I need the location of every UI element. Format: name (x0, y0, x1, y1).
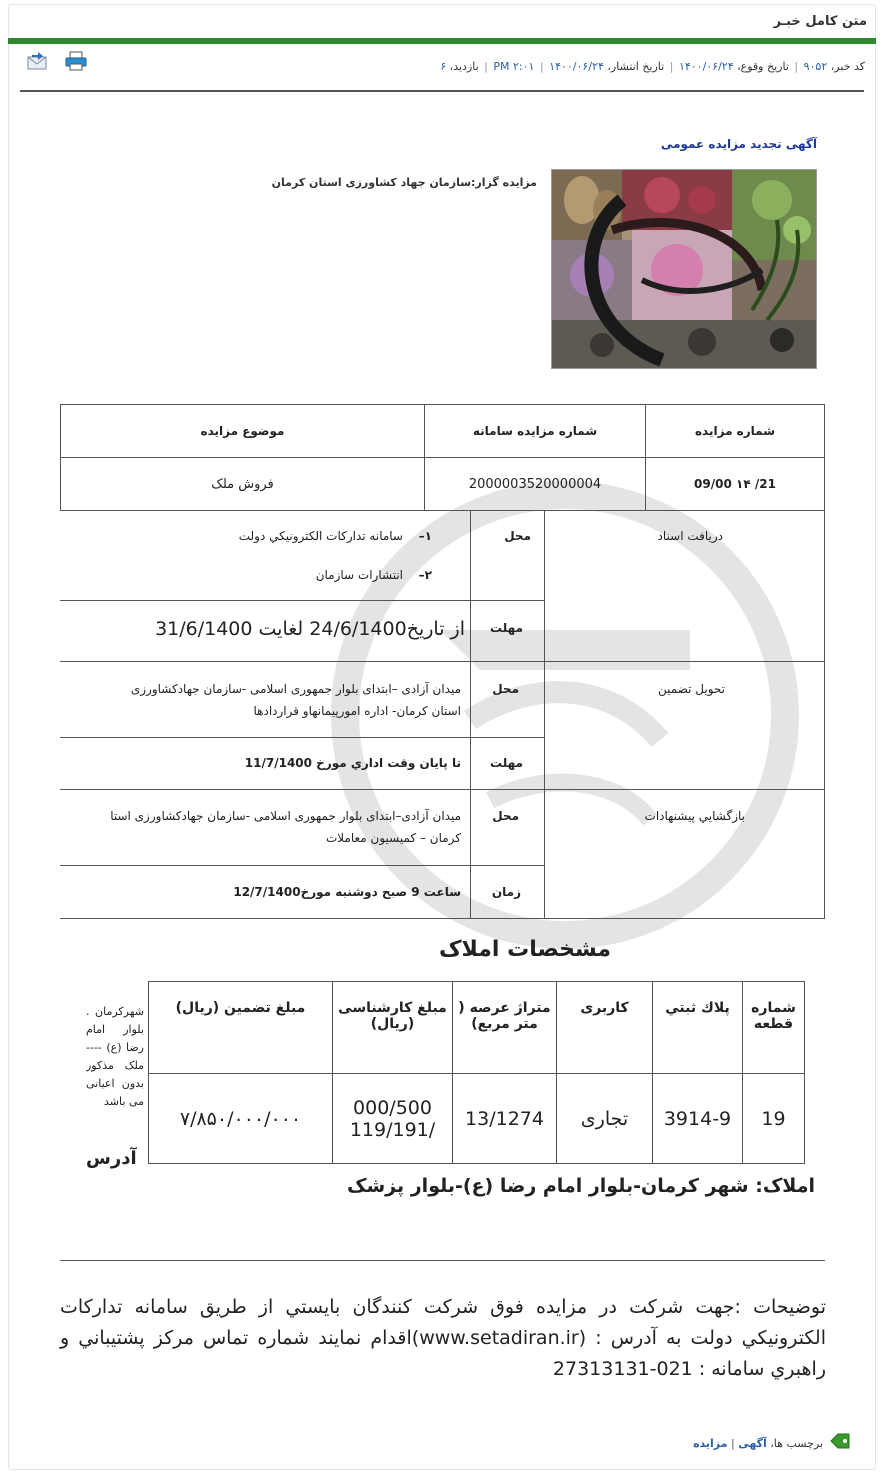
notes-paragraph: توضیحات :جهت شرکت در مزایده فوق شرکت کنندگان بایستي از طريق سامانه تداركات الكترونيكي دولت به آدرس : (www.setadiran.ir)اقدام نمايند شماره تماس مركز پشتيباني و راهبري سامانه : 021-27313131 (60, 1296, 826, 1380)
header-registered-plate: پلاك ثبتي (653, 982, 743, 1074)
opening-place-line1: میدان آزادی–ابتدای بلوار جمهوری اسلامی -سازمان جهادکشاورزی استا (110, 809, 461, 823)
visits-label: بازدید، (449, 60, 479, 73)
docs-deadline-label: مهلت (490, 621, 523, 635)
guarantee-place-cell (60, 661, 471, 738)
auction-subject: فروش ملک (61, 458, 425, 511)
guarantee-section-cell (544, 661, 825, 790)
appraisal-amount: 000/500 /119/191 (333, 1074, 453, 1164)
header-appraisal-amount: مبلغ کارشناسی (ریال) (333, 982, 453, 1074)
print-icon[interactable] (64, 50, 88, 72)
tags-line: برچسب ها، آگهی | مزایده (693, 1437, 823, 1450)
docs-place-2: انتشارات سازمان (315, 568, 403, 582)
header-auction-number: شماره مزایده (646, 405, 825, 458)
auction-number: 21/ ۱۴ 09/00 (646, 458, 825, 511)
occur-date: ۱۴۰۰/۰۶/۲۴ (678, 60, 734, 73)
news-meta: کد خبر، ۹۰۵۲ | تاریخ وقوع، ۱۴۰۰/۰۶/۲۴ | تاریخ انتشار، ۱۴۰۰/۰۶/۲۴ | ۲:۰۱ PM | بازدید، ۶ (440, 60, 865, 73)
estates-title: مشخصات املاک (439, 937, 611, 962)
header-area: متراژ عرصه ( متر مربع) (453, 982, 557, 1074)
docs-section-label: دریافت اسناد (657, 529, 723, 543)
opening-section-label: بازگشايي پيشنهادات (644, 809, 745, 823)
usage: تجاری (557, 1074, 653, 1164)
area: 13/1274 (453, 1074, 557, 1164)
opening-place-label-cell (470, 789, 545, 866)
docs-deadline: از تاریخ24/6/1400 لغایت 31/6/1400 (155, 618, 465, 640)
opening-time: ساعت 9 صبح دوشنبه مورخ12/7/1400 (233, 885, 461, 899)
docs-place-2-number: ۲– (418, 568, 432, 582)
guarantee-deadline: تا پایان وقت اداري مورخ 11/7/1400 (244, 756, 461, 770)
code-label: کد خبر، (830, 60, 865, 73)
jihad-keshavarzi-logo-image (551, 169, 817, 369)
docs-place-cell (60, 510, 471, 601)
docs-place-label: محل (504, 529, 531, 543)
header-plot-number: شماره قطعه (743, 982, 805, 1074)
guarantee-place-line1: میدان آزادی –ابتدای بلوار جمهوری اسلامی -سازمان جهادکشاورزی (130, 682, 461, 696)
opening-place-cell (60, 789, 471, 866)
guarantee-place-line2: استان کرمان- اداره امورپیمانهاو قراردادها (253, 704, 461, 718)
guarantee-deadline-label: مهلت (490, 756, 523, 770)
estates-table (148, 981, 805, 1164)
toolbar (26, 50, 88, 72)
guarantee-place-label-cell (470, 661, 545, 738)
docs-place-1: سامانه تداركات الكترونيكي دولت (238, 529, 403, 543)
visits-count: ۶ (440, 60, 447, 73)
auctioneer-line: مزایده گزار:سازمان جهاد کشاورزی استان کرمان (271, 176, 537, 189)
header-system-number: شماره مزایده سامانه (425, 405, 646, 458)
estate-location: املاک: شهر کرمان-بلوار امام رضا (ع)-بلوار پزشک (347, 1175, 815, 1197)
guarantee-amount: ۷/۸۵۰/۰۰۰/۰۰۰ (149, 1074, 333, 1164)
publish-time: ۲:۰۱ PM (493, 60, 535, 73)
notes-divider (60, 1260, 825, 1261)
publish-date: ۱۴۰۰/۰۶/۲۴ (549, 60, 604, 73)
header-divider (8, 38, 876, 44)
estate-address-label: آدرس (86, 1148, 137, 1169)
tag-link-auction[interactable]: مزایده (693, 1437, 728, 1450)
opening-place-label: محل (492, 809, 519, 823)
guarantee-place-label: محل (492, 682, 519, 696)
tag-link-ad[interactable]: آگهی (738, 1437, 767, 1450)
docs-place-label-cell (470, 510, 545, 601)
ad-title: آگهی تجدید مزایده عمومی (660, 137, 817, 151)
opening-time-label: زمان (491, 885, 521, 899)
meta-divider (20, 90, 864, 92)
system-number: 2000003520000004 (425, 458, 646, 511)
guarantee-section-label: تحویل تضمین (658, 682, 725, 696)
occur-label: تاریخ وقوع، (737, 60, 789, 73)
plot-number: 19 (743, 1074, 805, 1164)
tag-icon (829, 1432, 851, 1450)
tags-label: برچسب ها، (770, 1437, 823, 1450)
opening-place-line2: کرمان – کمیسیون معاملات (325, 831, 461, 845)
estate-address-text: شهرکرمان . بلوار امام رضا (ع) ----ملک مذکور بدون اعیانی می باشد (86, 1005, 144, 1108)
page-header-title: متن کامل خبـر (773, 14, 867, 29)
news-code: ۹۰۵۲ (803, 60, 828, 73)
auction-info-table (60, 404, 825, 511)
publish-label: تاریخ انتشار، (607, 60, 665, 73)
docs-place-1-number: ۱– (418, 529, 432, 543)
header-subject: موضوع مزایده (61, 405, 425, 458)
registered-plate: 3914-9 (653, 1074, 743, 1164)
send-email-icon[interactable] (26, 50, 50, 72)
header-usage: کاربری (557, 982, 653, 1074)
header-guarantee-amount: مبلغ تضمین (ریال) (149, 982, 333, 1074)
